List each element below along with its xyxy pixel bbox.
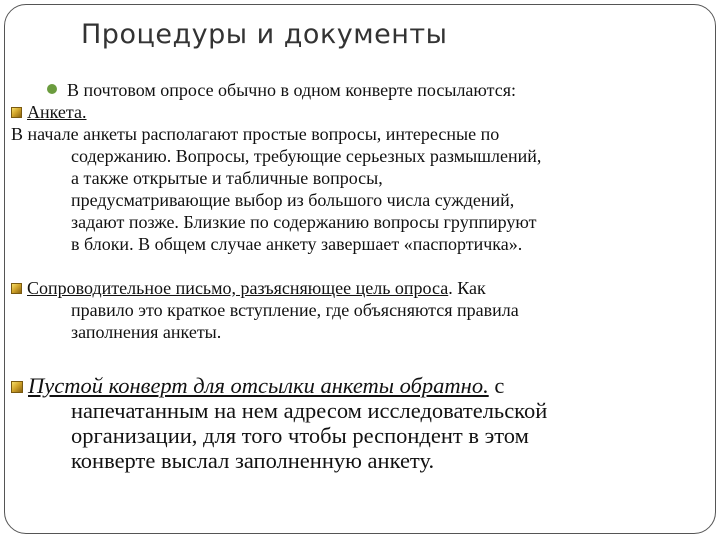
envelope-line: напечатанным на нем адресом исследовательской (71, 398, 548, 423)
letter-heading-line (11, 277, 705, 299)
envelope-tail: с (488, 373, 505, 398)
letter-line: заполнения анкеты. (71, 322, 222, 342)
anketa-line: а также открытые и табличные вопросы, (71, 168, 383, 188)
circle-bullet-icon (47, 84, 57, 94)
square-bullet-icon (11, 107, 22, 118)
anketa-line: предусматривающие выбор из большого числа суждений, (71, 190, 515, 210)
anketa-line: в блоки. В общем случае анкету завершает «паспортичка». (71, 234, 523, 254)
spacer (11, 255, 705, 277)
square-bullet-icon (11, 283, 22, 294)
anketa-line: задают позже. Близкие по содержанию вопросы группируют (71, 212, 537, 232)
envelope-heading-line (11, 373, 705, 398)
anketa-heading-line (11, 101, 705, 123)
letter-heading: Сопроводительное письмо, разъясняющее цель опроса (27, 278, 449, 298)
intro-line (11, 79, 705, 101)
envelope-heading: Пустой конверт для отсылки анкеты обратно. (28, 373, 489, 398)
envelope-line: организации, для того чтобы респондент в этом (71, 423, 529, 448)
intro-text: В почтовом опросе обычно в одном конверте посылаются: (67, 80, 516, 100)
envelope-line: конверте выслал заполненную анкету. (71, 448, 435, 473)
slide-title: Процедуры и документы (81, 19, 448, 50)
slide (4, 4, 716, 534)
anketa-line: содержанию. Вопросы, требующие серьезных размышлений, (71, 146, 542, 166)
letter-tail: . Как (448, 278, 486, 298)
anketa-heading: Анкета. (27, 102, 87, 122)
slide-content (11, 79, 705, 473)
spacer (11, 343, 705, 373)
letter-line: правило это краткое вступление, где объясняются правила (71, 300, 519, 320)
square-bullet-icon (11, 381, 23, 393)
anketa-line: В начале анкеты располагают простые вопросы, интересные по (11, 124, 500, 144)
